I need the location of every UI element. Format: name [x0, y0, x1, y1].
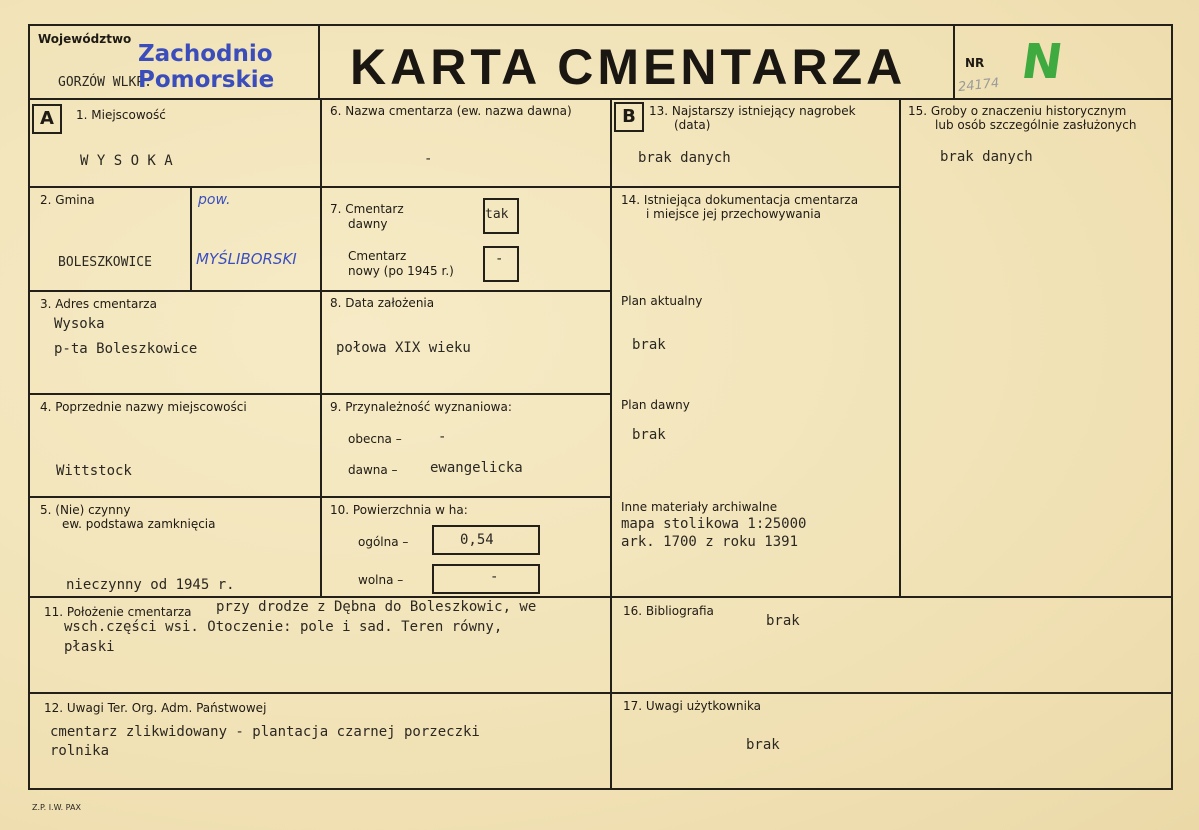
field-1-value: W Y S O K A [80, 153, 173, 169]
stamp-line-2: Pomorskie [138, 67, 275, 93]
field-10-wolna-label: wolna – [358, 573, 404, 587]
field-17-label: 17. Uwagi użytkownika [623, 699, 762, 713]
row-line-lower [28, 692, 1173, 694]
field-15-label-1: 15. Groby o znaczeniu historycznym [908, 104, 1127, 118]
nr-green-mark: N [1018, 34, 1067, 90]
field-5-value: nieczynny od 1945 r. [66, 577, 235, 593]
col-divider-a [320, 98, 322, 598]
field-13-label-1: 13. Najstarszy istniejący nagrobek [649, 104, 856, 118]
inne-materialy-label: Inne materiały archiwalne [621, 500, 778, 514]
field-9-label: 9. Przynależność wyznaniowa: [330, 400, 512, 414]
field-7-label-3: Cmentarz [348, 249, 407, 263]
stamp-line-1: Zachodnio [138, 41, 273, 67]
field-2-value: BOLESZKOWICE [58, 255, 152, 270]
field-6-value: - [424, 151, 433, 167]
row-line-left-4 [28, 496, 612, 498]
field-16-label: 16. Bibliografia [623, 604, 714, 618]
section-b-box: B [614, 102, 644, 132]
field-8-label: 8. Data założenia [330, 296, 435, 310]
col-divider-ab [610, 98, 612, 790]
field-10-wolna-value: - [490, 569, 499, 585]
plan-dawny-value: brak [632, 427, 666, 443]
field-12-value-2: rolnika [50, 743, 110, 759]
plan-aktualny-value: brak [632, 337, 666, 353]
field-13-label-2: (data) [674, 118, 711, 132]
field-11-value-1: przy drodze z Dębna do Boleszkowic, we [216, 599, 537, 615]
frame-left-line [28, 24, 30, 790]
nr-label: NR [965, 56, 985, 70]
field-14-label-2: i miejsce jej przechowywania [646, 207, 821, 221]
field-15-label-2: lub osób szczególnie zasłużonych [935, 118, 1137, 132]
field-7-label-2: dawny [348, 217, 388, 231]
field-4-value: Wittstock [56, 463, 132, 479]
field-10-ogolna-value: 0,54 [460, 532, 494, 548]
frame-top-line [28, 24, 1173, 26]
field-3-value-2: p-ta Boleszkowice [54, 341, 198, 357]
field-7-label-4: nowy (po 1945 r.) [348, 264, 454, 278]
field-7-label-1: 7. Cmentarz [330, 202, 404, 216]
field-3-value-1: Wysoka [54, 316, 105, 332]
field-2-hand-value: MYŚLIBORSKI [196, 250, 297, 268]
field-14-label-1: 14. Istniejąca dokumentacja cmentarza [621, 193, 859, 207]
row-line-left-2 [28, 290, 612, 292]
field-1-label: 1. Miejscowość [76, 108, 166, 122]
field-5-label-1: 5. (Nie) czynny [40, 503, 131, 517]
col-divider-b [899, 98, 901, 596]
gmina-divider [190, 186, 192, 292]
section-a-box: A [32, 104, 62, 134]
field-3-label: 3. Adres cmentarza [40, 297, 157, 311]
field-2-label: 2. Gmina [40, 193, 95, 207]
field-10-ogolna-label: ogólna – [358, 535, 409, 549]
field-17-value: brak [746, 737, 780, 753]
field-8-value: połowa XIX wieku [336, 340, 471, 356]
field-9-dawna-label: dawna – [348, 463, 398, 477]
field-4-label: 4. Poprzednie nazwy miejscowości [40, 400, 247, 414]
field-2-hand-pow: pow. [198, 192, 231, 208]
field-13-value: brak danych [638, 150, 731, 166]
field-12-label: 12. Uwagi Ter. Org. Adm. Państwowej [44, 701, 267, 715]
plan-dawny-label: Plan dawny [621, 398, 690, 412]
plan-aktualny-label: Plan aktualny [621, 294, 703, 308]
row-line-mid [28, 596, 1173, 598]
field-6-label: 6. Nazwa cmentarza (ew. nazwa dawna) [330, 104, 572, 118]
field-12-value-1: cmentarz zlikwidowany - plantacja czarnej porzeczki [50, 724, 480, 740]
field-11-label: 11. Położenie cmentarza [44, 605, 192, 619]
field-10-wolna-box [432, 564, 540, 594]
header-divider-2 [953, 24, 955, 100]
field-9-obecna-value: - [438, 429, 447, 445]
field-16-value: brak [766, 613, 800, 629]
header-bottom-line [28, 98, 1173, 100]
field-7-nowy-value: - [495, 251, 504, 267]
field-9-dawna-value: ewangelicka [430, 460, 523, 476]
field-5-label-2: ew. podstawa zamknięcia [62, 517, 216, 531]
field-7-dawny-value: tak [485, 207, 509, 222]
field-15-value: brak danych [940, 149, 1033, 165]
row-line-left-3 [28, 393, 612, 395]
printer-mark: Z.P. I.W. PAX [32, 803, 81, 812]
row-line-left-1 [28, 186, 612, 188]
frame-right-line [1171, 24, 1173, 790]
wojewodztwo-label: Województwo [38, 32, 132, 46]
wojewodztwo-typed: GORZÓW WLKP. [58, 75, 152, 90]
frame-bottom-line [28, 788, 1173, 790]
field-11-value-2: wsch.części wsi. Otoczenie: pole i sad. Teren równy, [64, 619, 503, 635]
row-line-b-1 [610, 186, 901, 188]
field-10-label: 10. Powierzchnia w ha: [330, 503, 468, 517]
field-9-obecna-label: obecna – [348, 432, 402, 446]
inne-materialy-value-2: ark. 1700 z roku 1391 [621, 534, 799, 550]
header-divider-1 [318, 24, 320, 100]
nr-pencil-number: 24174 [957, 75, 1001, 96]
field-11-value-3: płaski [64, 639, 115, 655]
inne-materialy-value-1: mapa stolikowa 1:25000 [621, 516, 807, 532]
page-title: KARTA CMENTARZA [350, 39, 907, 95]
